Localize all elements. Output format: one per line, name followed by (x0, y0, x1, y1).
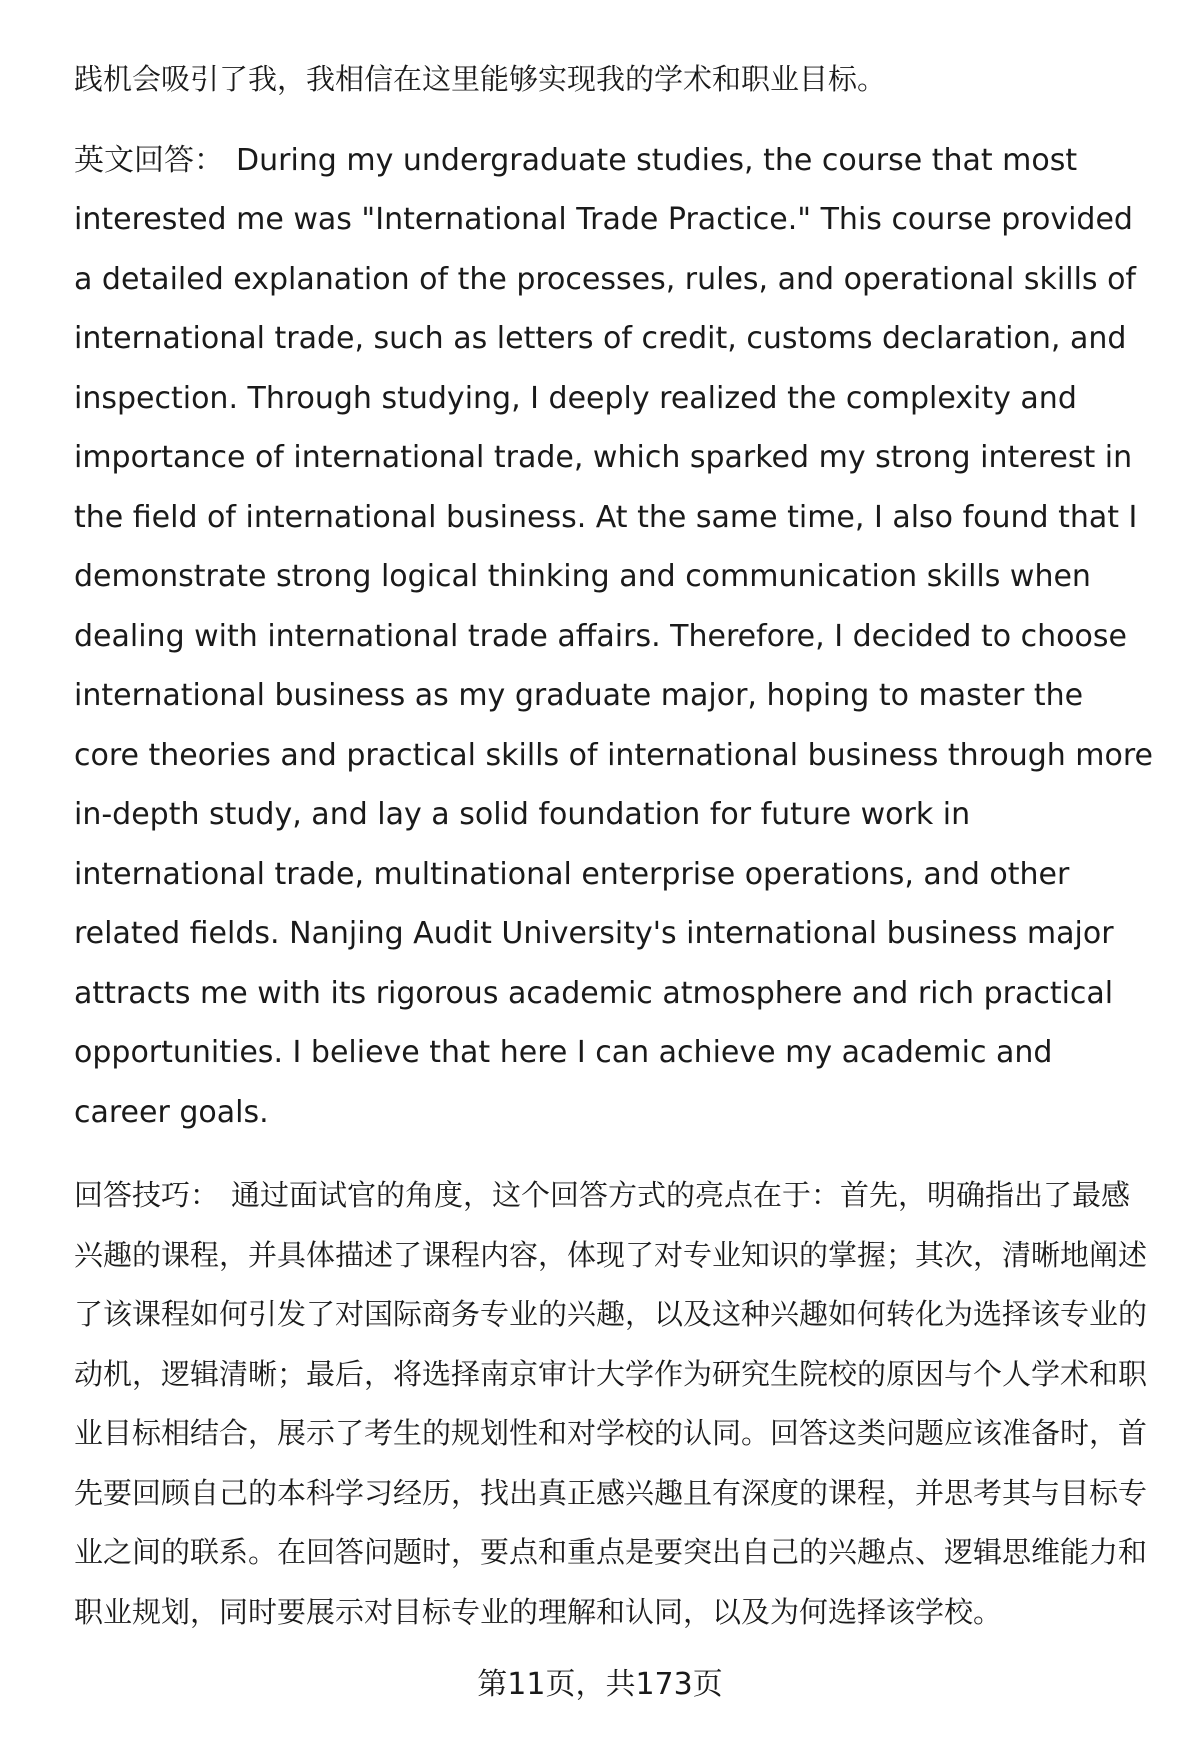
tips-label: 回答技巧： (74, 1178, 220, 1212)
english-answer-paragraph (74, 131, 1154, 1143)
page-number: 第11页，共173页 (477, 1667, 723, 1702)
english-answer-label: 英文回答： (74, 142, 224, 178)
document-body (74, 50, 1154, 1642)
tips-paragraph (74, 1166, 1154, 1642)
english-answer-text: During my undergraduate studies, the course that most interested me was "International Trade Practice." This course provided a detailed explanation of the processes, rules, and operational skills of international trade, such as letters of credit, customs declaration, and inspection. Through studying, I deeply realized the complexity and importance of international trade, which sparked my strong interest in the field of international business. At the same time, I also found that I demonstrate strong logical thinking and communication skills when dealing with international trade affairs. Therefore, I decided to choose international business as my graduate major, hoping to master the core theories and practical skills of international business through more in-depth study, and lay a solid foundation for future work in international trade, multinational enterprise operations, and other related fields. Nanjing Audit University's international business major attracts me with its rigorous academic atmosphere and rich practical opportunities. I believe that here I can achieve my academic and career goals. (74, 142, 1154, 1130)
tips-text: 通过面试官的角度，这个回答方式的亮点在于：首先，明确指出了最感兴趣的课程，并具体描述了课程内容，体现了对专业知识的掌握；其次，清晰地阐述了该课程如何引发了对国际商务专业的兴趣，以及这种兴趣如何转化为选择该专业的动机，逻辑清晰；最后，将选择南京审计大学作为研究生院校的原因与个人学术和职业目标相结合，展示了考生的规划性和对学校的认同。回答这类问题应该准备时，首先要回顾自己的本科学习经历，找出真正感兴趣且有深度的课程，并思考其与目标专业之间的联系。在回答问题时，要点和重点是要突出自己的兴趣点、逻辑思维能力和职业规划，同时要展示对目标专业的理解和认同，以及为何选择该学校。 (74, 1178, 1148, 1629)
intro-fragment: 践机会吸引了我，我相信在这里能够实现我的学术和职业目标。 (74, 62, 887, 96)
